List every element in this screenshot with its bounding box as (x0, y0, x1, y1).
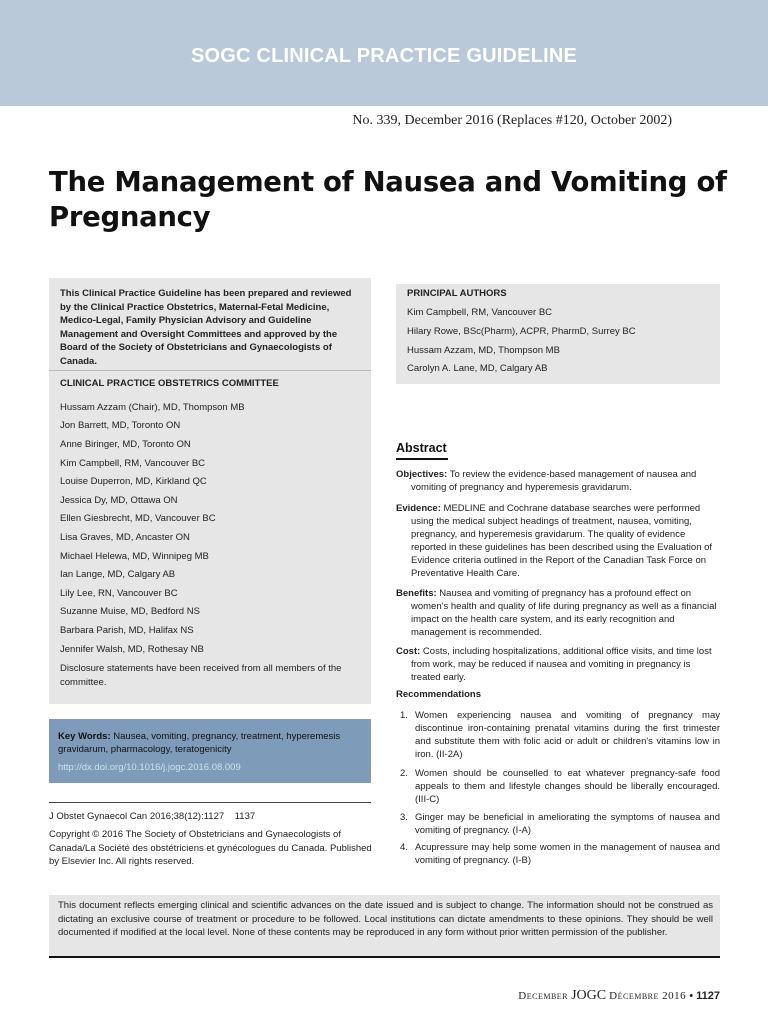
footer-separator: • (689, 990, 694, 1002)
principal-authors-heading: PRINCIPAL AUTHORS (407, 288, 507, 299)
committee-member: Suzanne Muise, MD, Bedford NS (60, 606, 200, 617)
disclaimer-text: This document reflects emerging clinical and scientific advances on the date issued and is subject to change. The information should not be construed as dictating an exclusive course of treatment or procedure to be followed. Local institutions can dictate amendments to these opinions. They should be well documented if modified at the local level. None of these contents may be reproduced in any form without prior written permission of the publisher. (58, 900, 713, 938)
panel-divider (49, 370, 371, 371)
objectives-label: Objectives: (396, 469, 448, 480)
keywords-text (58, 730, 364, 756)
committee-member: Hussam Azzam (Chair), MD, Thompson MB (60, 402, 245, 413)
guideline-intro: This Clinical Practice Guideline has been prepared and reviewed by the Clinical Practice Obstetrics, Maternal-Fetal Medicine, Medico-Legal, Family Physician Advisory and Guideline Management and Oversight Committees and approved by the Board of the Society of Obstetricians and Gynaecologists of Canada. (60, 288, 352, 367)
abstract-evidence (396, 502, 720, 580)
disclaimer-rule (49, 956, 720, 958)
evidence-text: MEDLINE and Cochrane database searches were performed using the medical subject headings of treatment, nausea, vomiting, pregnancy, and hyperemesis gravidarum. The quality of evidence reported in these guidelines has been described using the Evaluation of Evidence criteria outlined in the Report of the Canadian Task Force on Preventative Health Care. (411, 503, 713, 579)
committee-heading: CLINICAL PRACTICE OBSTETRICS COMMITTEE (60, 378, 279, 389)
author-item: Hilary Rowe, BSc(Pharm), ACPR, PharmD, Surrey BC (407, 326, 636, 337)
issue-line: No. 339, December 2016 (Replaces #120, October 2002) (352, 113, 672, 128)
recommendation-text: Acupressure may help some women in the management of nausea and vomiting of pregnancy. (I-B) (415, 842, 720, 866)
disclaimer-box (49, 895, 720, 956)
recommendation-number: 2. (400, 768, 408, 779)
recommendation-number: 3. (400, 812, 408, 823)
copyright-notice: Copyright © 2016 The Society of Obstetricians and Gynaecologists of Canada/La Société des obstétriciens et gynécologues du Canada. Published by Elsevier Inc. All rights reserved. (49, 829, 372, 867)
banner-title: SOGC CLINICAL PRACTICE GUIDELINE (190, 45, 578, 67)
abstract-cost (396, 645, 720, 684)
page-footer (518, 988, 720, 1004)
committee-member: Kim Campbell, RM, Vancouver BC (60, 458, 206, 469)
committee-member: Jon Barrett, MD, Toronto ON (60, 420, 181, 431)
abstract-underline (396, 458, 448, 460)
footer-month-fr: Décembre 2016 (609, 990, 687, 1002)
committee-member: Louise Duperron, MD, Kirkland QC (60, 476, 207, 487)
journal-citation: J Obstet Gynaecol Can 2016;38(12):1127 1137 (49, 811, 256, 822)
author-item: Hussam Azzam, MD, Thompson MB (407, 345, 560, 356)
committee-member: Lily Lee, RN, Vancouver BC (60, 588, 178, 599)
recommendation-item (396, 811, 720, 837)
evidence-label: Evidence: (396, 503, 441, 514)
benefits-label: Benefits: (396, 588, 437, 599)
objectives-text: To review the evidence-based management of nausea and vomiting of pregnancy and hyperemesis gravidarum. (411, 469, 697, 493)
footer-month-en: December (518, 990, 569, 1002)
cost-text: Costs, including hospitalizations, additional office visits, and time lost from work, may be reduced if nausea and vomiting in pregnancy is treated early. (411, 646, 712, 683)
recommendation-text: Ginger may be beneficial in ameliorating the symptoms of nausea and vomiting of pregnancy. (I-A) (415, 812, 720, 836)
committee-member: Ellen Giesbrecht, MD, Vancouver BC (60, 513, 216, 524)
header-banner (0, 0, 768, 106)
recommendation-item (396, 767, 720, 806)
abstract-heading: Abstract (396, 441, 447, 455)
footer-journal: JOGC (571, 988, 607, 1003)
keywords-box (49, 719, 371, 783)
keywords-label: Key Words: (58, 731, 111, 742)
abstract-benefits (396, 587, 720, 639)
committee-member: Jennifer Walsh, MD, Rothesay NB (60, 644, 204, 655)
committee-panel (49, 278, 371, 704)
committee-member: Ian Lange, MD, Calgary AB (60, 569, 176, 580)
disclosure-statement: Disclosure statements have been received from all members of the committee. (60, 663, 342, 688)
recommendation-text: Women experiencing nausea and vomiting of pregnancy may discontinue iron-containing prenatal vitamins during the first trimester and substitute them with folic acid or adult or children's vitamins low in iron. (II-2A) (415, 710, 720, 760)
recommendation-item (396, 841, 720, 867)
keywords-list: Nausea, vomiting, pregnancy, treatment, hyperemesis gravidarum, pharmacology, teratogenicity (58, 731, 341, 755)
cost-label: Cost: (396, 646, 421, 657)
committee-member: Lisa Graves, MD, Ancaster ON (60, 532, 190, 543)
committee-member: Barbara Parish, MD, Halifax NS (60, 625, 194, 636)
benefits-text: Nausea and vomiting of pregnancy has a profound effect on women's health and quality of life during pregnancy as well as a financial impact on the health care system, and its early recognition and management is recommended. (411, 588, 717, 638)
recommendation-text: Women should be counselled to eat whatever pregnancy-safe food appeals to them and lifestyle changes should be liberally encouraged. (III-C) (415, 768, 720, 805)
author-item: Kim Campbell, RM, Vancouver BC (407, 307, 553, 318)
committee-member: Anne Biringer, MD, Toronto ON (60, 439, 191, 450)
recommendation-number: 4. (400, 842, 408, 853)
recommendations-heading: Recommendations (396, 689, 481, 700)
abstract-objectives (396, 468, 720, 494)
citation-divider (49, 802, 371, 803)
committee-member: Michael Helewa, MD, Winnipeg MB (60, 551, 209, 562)
doi-link[interactable]: http://dx.doi.org/10.1016/j.jogc.2016.08.009 (58, 762, 241, 773)
author-item: Carolyn A. Lane, MD, Calgary AB (407, 363, 548, 374)
recommendation-item (396, 709, 720, 761)
page-title: The Management of Nausea and Vomiting of Pregnancy (49, 166, 727, 233)
page-number: 1127 (696, 990, 720, 1002)
recommendation-number: 1. (400, 710, 408, 721)
principal-authors-panel (396, 284, 720, 384)
committee-member: Jessica Dy, MD, Ottawa ON (60, 495, 178, 506)
